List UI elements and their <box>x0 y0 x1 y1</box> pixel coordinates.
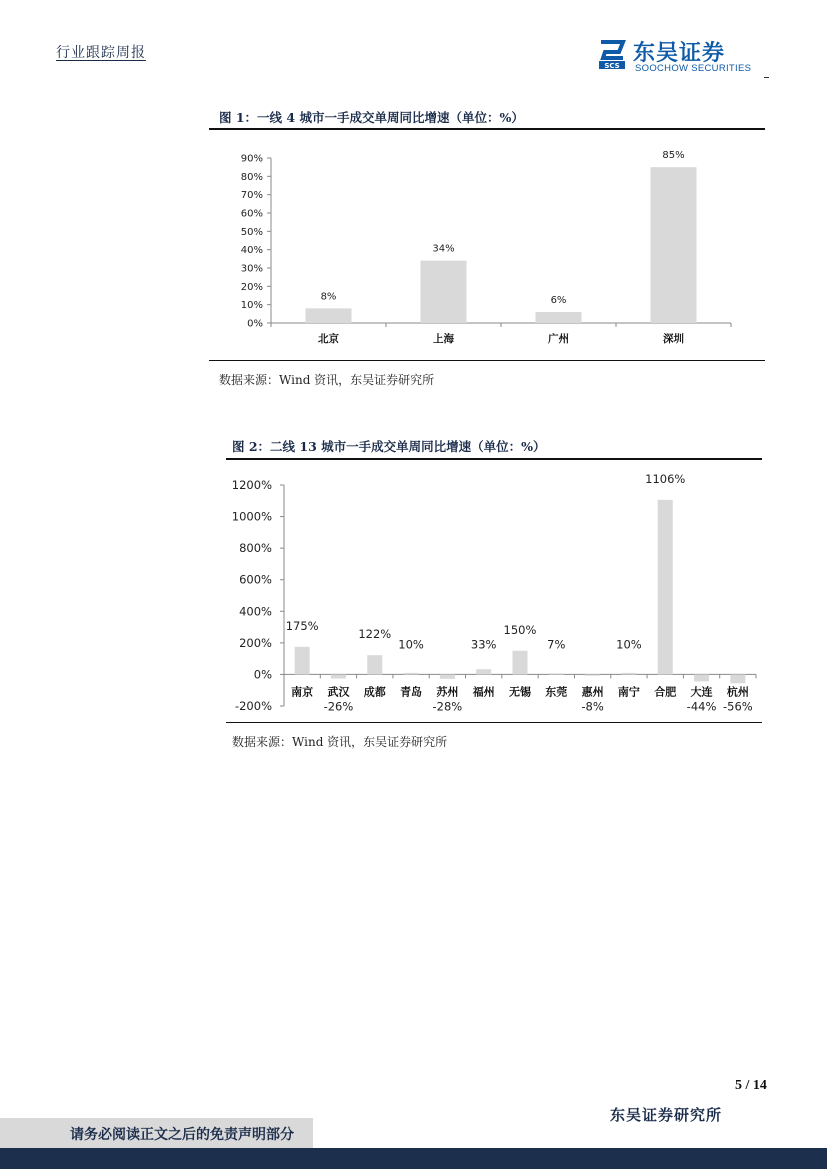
category-label: 青岛 <box>400 685 423 699</box>
bar <box>536 312 582 323</box>
category-label: 杭州 <box>726 685 749 699</box>
bar <box>513 651 528 675</box>
data-label: -26% <box>323 699 354 714</box>
y-tick-label: 20% <box>240 281 263 293</box>
y-tick-label: 90% <box>240 153 263 165</box>
figure-1-source: 数据来源：Wind 资讯，东吴证券研究所 <box>219 373 435 387</box>
scs-logo-icon <box>597 38 627 70</box>
figure-2-bottom-rule <box>226 722 762 723</box>
data-label: -56% <box>722 699 753 714</box>
y-tick-label: 70% <box>240 190 263 202</box>
y-tick-label: 1200% <box>231 478 272 492</box>
data-label: -28% <box>432 699 463 714</box>
data-label: 85% <box>662 150 685 162</box>
data-label: 1106% <box>645 471 686 486</box>
figure-2-source: 数据来源：Wind 资讯，东吴证券研究所 <box>232 735 448 749</box>
data-label: -44% <box>686 699 717 714</box>
figure-1-bottom-rule <box>209 360 765 361</box>
data-label: 122% <box>358 627 392 642</box>
y-tick-label: 30% <box>240 263 263 275</box>
category-label: 深圳 <box>663 333 684 345</box>
y-tick-label: 200% <box>239 635 272 650</box>
bar <box>585 674 600 675</box>
y-tick-label: 400% <box>239 604 272 619</box>
bar <box>658 500 673 675</box>
category-label: 惠州 <box>581 685 604 699</box>
y-tick-label: 50% <box>240 226 263 238</box>
company-logo <box>597 36 767 76</box>
report-type-label: 行业跟踪周报 <box>56 45 146 61</box>
bar <box>367 655 382 674</box>
logo-chinese-name: 东吴证券 <box>633 41 726 66</box>
category-label: 广州 <box>548 333 569 345</box>
y-tick-label: 1000% <box>231 509 272 524</box>
bar <box>651 167 697 323</box>
bar <box>295 647 310 675</box>
category-label: 福州 <box>472 685 495 699</box>
data-label: -8% <box>581 699 604 714</box>
data-label: 7% <box>547 637 566 652</box>
bar <box>694 674 709 681</box>
footer-org-name: 东吴证券研究所 <box>610 1106 723 1124</box>
y-tick-label: 40% <box>240 245 263 257</box>
data-label: 8% <box>320 291 337 303</box>
category-label: 大连 <box>690 685 713 699</box>
data-label: 33% <box>470 637 497 652</box>
figure-1-title: 图 1：一线 4 城市一手成交单周同比增速（单位：%） <box>219 110 524 125</box>
y-tick-label: 10% <box>240 300 263 312</box>
header-dash <box>764 77 769 78</box>
category-label: 成都 <box>363 685 386 699</box>
category-label: 无锡 <box>509 685 531 699</box>
y-tick-label: 60% <box>240 208 263 220</box>
page-number: 5 / 14 <box>735 1078 767 1093</box>
bar <box>404 673 419 675</box>
bar <box>476 669 491 674</box>
bar <box>421 261 467 323</box>
data-label: 10% <box>398 637 424 652</box>
data-label: 6% <box>550 295 567 306</box>
data-label: 175% <box>285 618 319 633</box>
figure-1-chart <box>209 130 765 360</box>
category-label: 南宁 <box>617 685 640 699</box>
logo-english-name: SOOCHOW SECURITIES <box>635 63 752 74</box>
bar <box>730 674 745 683</box>
y-tick-label: 0% <box>253 667 272 682</box>
category-label: 北京 <box>318 333 339 345</box>
bar <box>621 673 636 675</box>
disclaimer-text: 请务必阅读正文之后的免责声明部分 <box>70 1127 294 1143</box>
y-tick-label: 0% <box>247 318 263 330</box>
y-tick-label: 80% <box>240 171 263 183</box>
data-label: 34% <box>432 243 455 255</box>
y-tick-label: 800% <box>239 541 272 556</box>
y-tick-label: -200% <box>234 699 272 713</box>
bar <box>331 674 346 678</box>
figure-2-chart <box>226 460 762 722</box>
footer-bar <box>0 1148 827 1169</box>
category-label: 苏州 <box>436 685 459 699</box>
category-label: 上海 <box>433 333 454 345</box>
category-label: 南京 <box>291 685 314 699</box>
bar <box>549 673 564 674</box>
data-label: 150% <box>503 622 537 637</box>
category-label: 合肥 <box>654 685 677 699</box>
category-label: 武汉 <box>327 685 350 699</box>
bar <box>440 674 455 678</box>
data-label: 10% <box>616 637 642 652</box>
logo-mark-text: SCS <box>604 62 620 70</box>
category-label: 东莞 <box>545 685 568 699</box>
figure-2-title: 图 2：二线 13 城市一手成交单周同比增速（单位：%） <box>232 439 546 454</box>
y-tick-label: 600% <box>239 572 272 587</box>
bar <box>306 308 352 323</box>
